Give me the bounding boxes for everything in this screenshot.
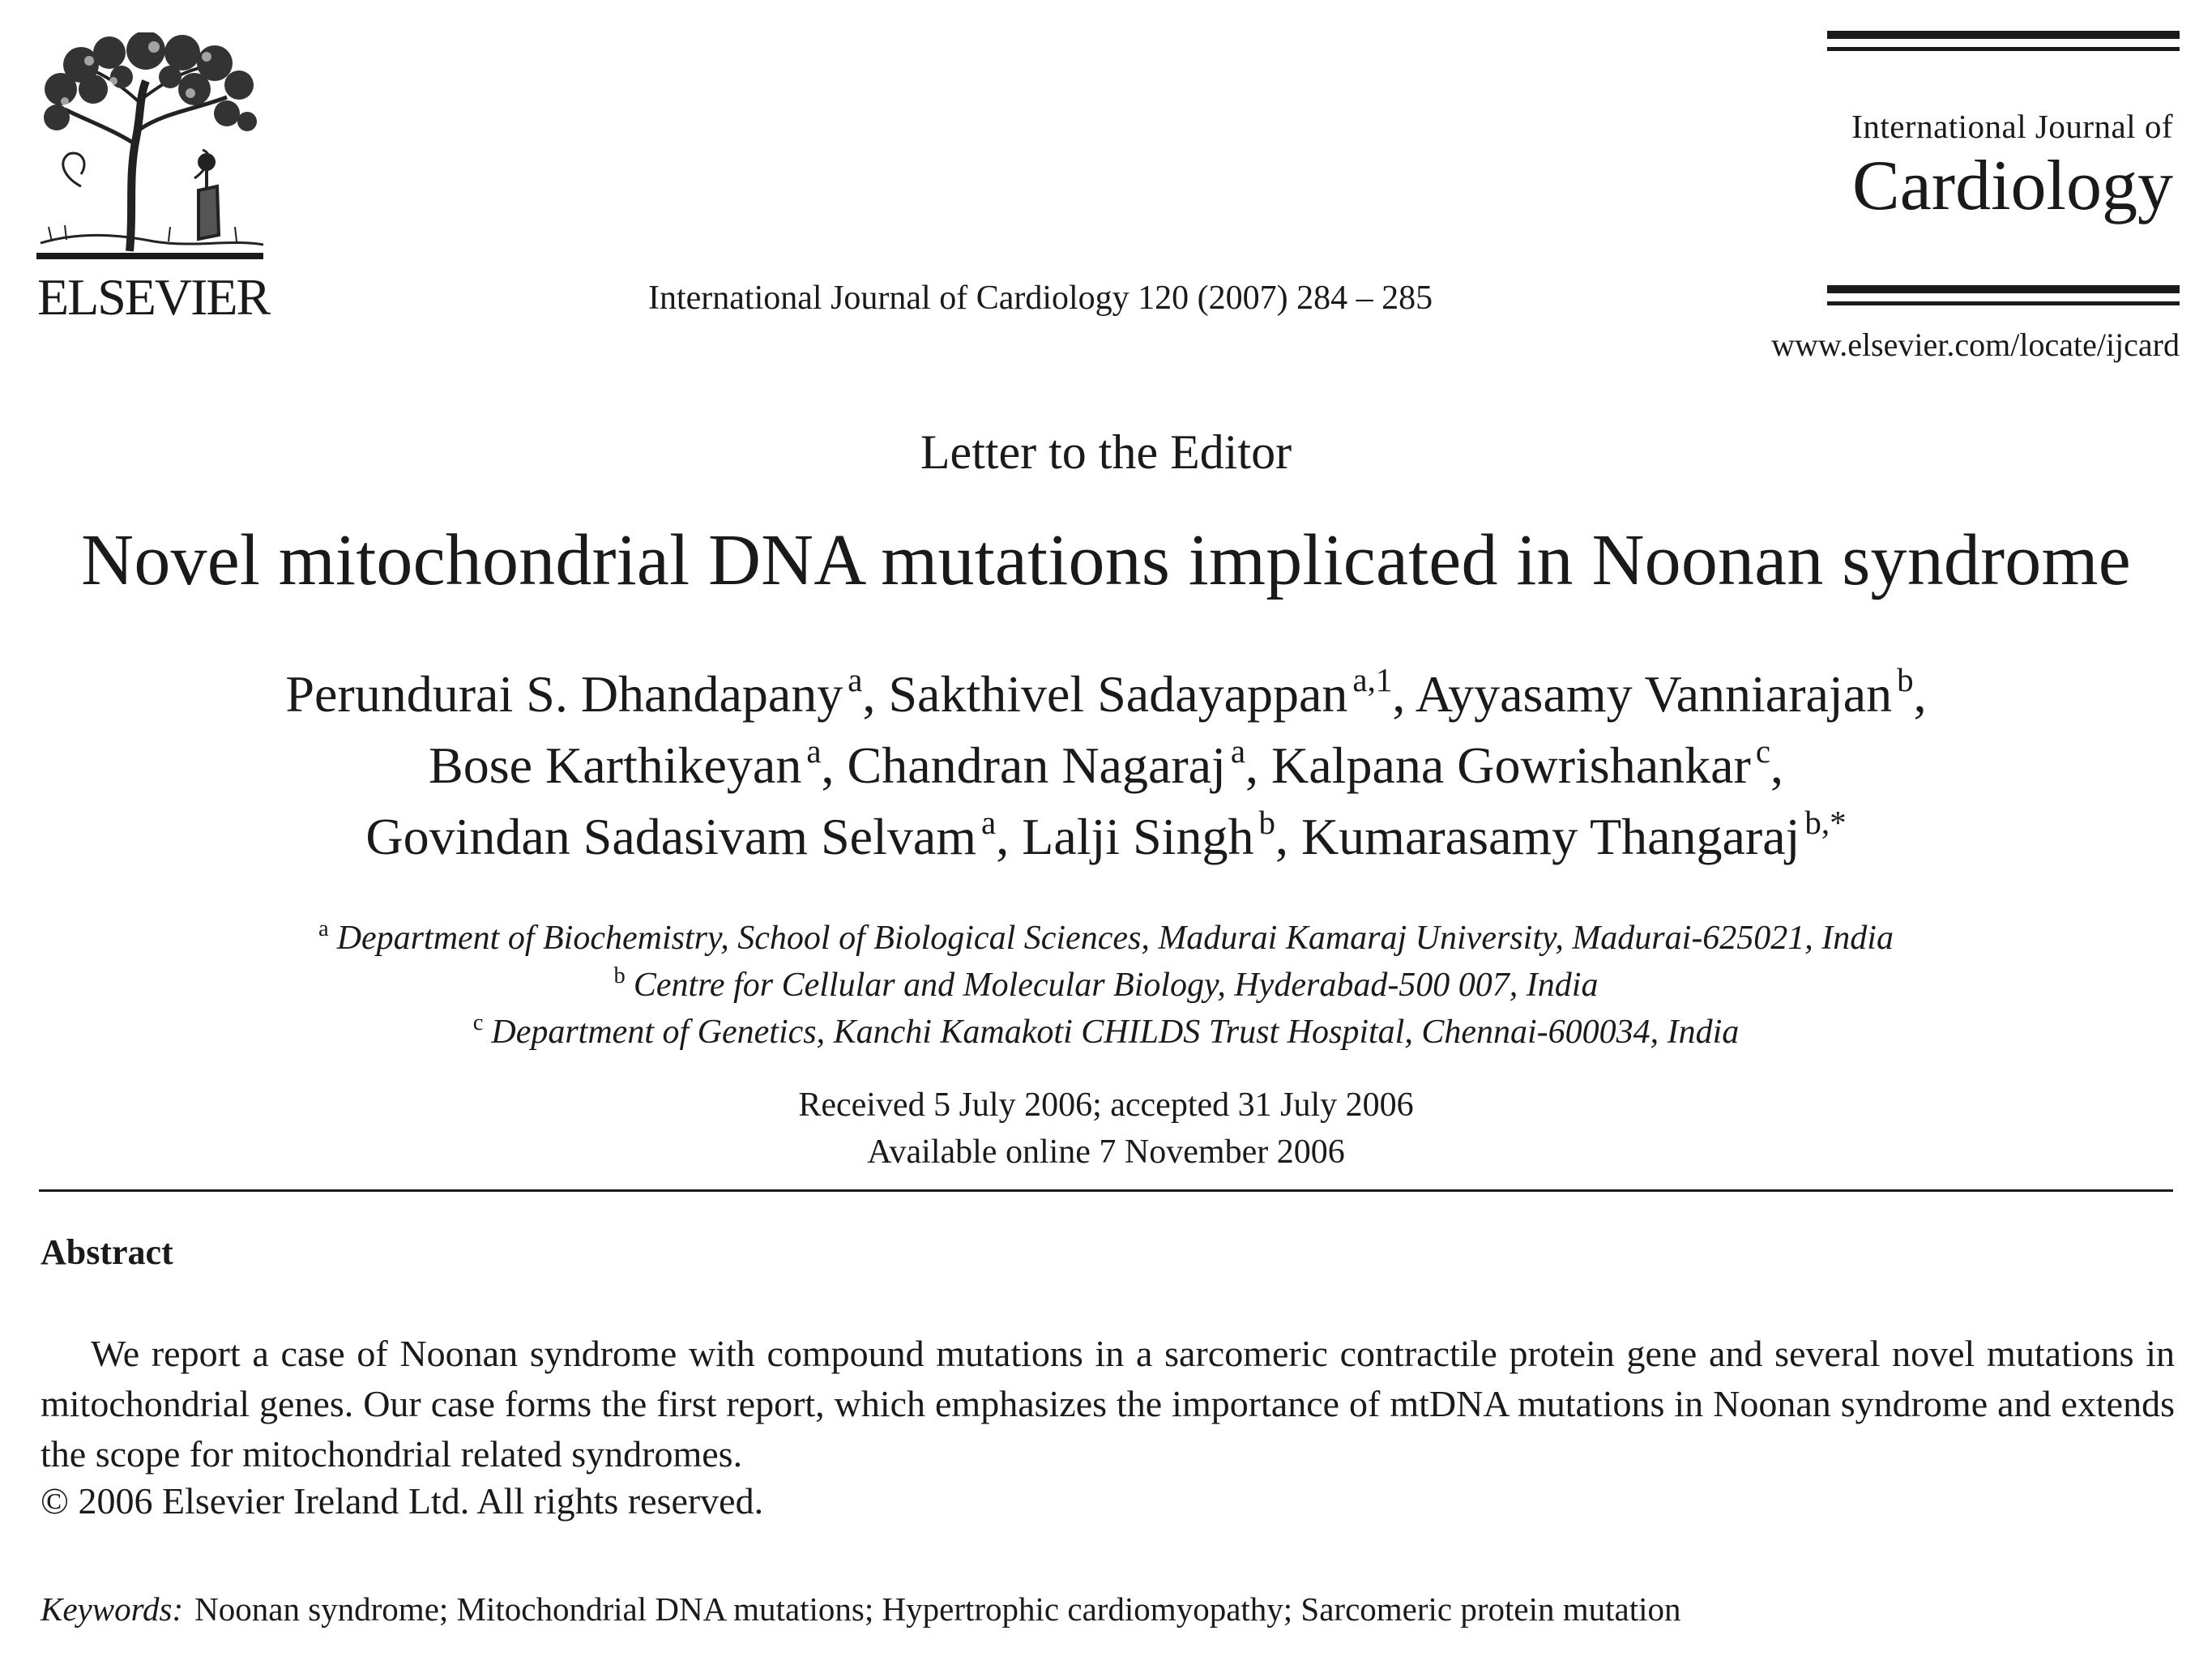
author-separator: , (1245, 736, 1259, 794)
journal-brand-rule-top (1827, 31, 2180, 51)
journal-brand-rule-bottom (1827, 285, 2180, 305)
author-name[interactable]: Bose Karthikeyan (429, 736, 802, 794)
elsevier-tree-logo-icon (32, 32, 267, 267)
authors-line (0, 660, 2212, 724)
online-date: Available online 7 November 2006 (867, 1133, 1345, 1171)
affiliation-key: c (472, 1010, 484, 1036)
affiliation-key: b (613, 963, 626, 989)
author-name[interactable]: Lalji Singh (1022, 808, 1254, 865)
affiliation (0, 916, 2212, 958)
author-affiliation-marker[interactable]: c (1755, 732, 1770, 770)
authors-line (0, 732, 2212, 796)
article-title: Novel mitochondrial DNA mutations implicated in Noonan syndrome (81, 520, 2131, 600)
section-divider (39, 1189, 2173, 1192)
author-affiliation-marker[interactable]: a (981, 803, 997, 841)
author-name[interactable]: Ayyasamy Vanniarajan (1415, 665, 1893, 723)
copyright-notice: © 2006 Elsevier Ireland Ltd. All rights reserved. (41, 1480, 764, 1522)
author-name[interactable]: Kumarasamy Thangaraj (1300, 808, 1800, 865)
author-separator: , (1770, 736, 1783, 794)
author-name[interactable]: Kalpana Gowrishankar (1271, 736, 1751, 794)
author-name[interactable]: Sakthivel Sadayappan (888, 665, 1348, 723)
affiliation-key: a (318, 916, 329, 942)
author-affiliation-marker[interactable]: a (848, 660, 863, 698)
author-affiliation-marker[interactable]: b,* (1804, 803, 1847, 841)
author-affiliation-marker[interactable]: a (1230, 732, 1246, 770)
abstract-body: We report a case of Noonan syndrome with compound mutations in a sarcomeric contractile protein gene and several novel mutations in mitochondrial genes. Our case forms the first report, which emphasizes the importance of mtDNA mutations in Noonan syndrome and extends the scope for mitochondrial related syndromes. (41, 1333, 2175, 1475)
author-affiliation-marker[interactable]: b (1897, 660, 1914, 698)
journal-url-link[interactable]: www.elsevier.com/locate/ijcard (1771, 327, 2180, 363)
author-affiliation-marker[interactable]: b (1258, 803, 1275, 841)
received-accepted-dates: Received 5 July 2006; accepted 31 July 2006 (798, 1086, 1414, 1124)
affiliation-text: Centre for Cellular and Molecular Biology, Hyderabad-500 007, India (633, 967, 1599, 1004)
author-separator: , (996, 808, 1010, 865)
journal-brand (1851, 107, 2173, 225)
keywords-label: Keywords: (41, 1590, 184, 1628)
journal-brand-prefix: International Journal of (1851, 108, 2173, 145)
author-separator: , (1275, 808, 1288, 865)
author-separator: , (1913, 665, 1927, 723)
keywords-text: Noonan syndrome; Mitochondrial DNA mutations; Hypertrophic cardiomyopathy; Sarcomeric protein mutation (194, 1590, 1681, 1628)
abstract-heading: Abstract (41, 1232, 173, 1272)
author-separator: , (1392, 665, 1406, 723)
author-affiliation-marker[interactable]: a (806, 732, 822, 770)
author-affiliation-marker[interactable]: a,1 (1352, 660, 1393, 698)
affiliation-text: Department of Genetics, Kanchi Kamakoti CHILDS Trust Hospital, Chennai-600034, India (491, 1014, 1740, 1051)
author-name[interactable]: Perundurai S. Dhandapany (285, 665, 843, 723)
authors-line (0, 803, 2212, 867)
keywords (41, 1590, 1681, 1628)
author-name[interactable]: Chandran Nagaraj (847, 736, 1226, 794)
journal-citation: International Journal of Cardiology 120 (2007) 284 – 285 (648, 280, 1433, 317)
author-separator: , (821, 736, 835, 794)
affiliation (0, 1010, 2212, 1052)
affiliation-text: Department of Biochemistry, School of Biological Sciences, Madurai Kamaraj University, Madurai-625021, India (336, 920, 1894, 957)
author-separator: , (862, 665, 876, 723)
publisher-name: ELSEVIER (37, 268, 270, 326)
affiliation (0, 963, 2212, 1005)
article-type: Letter to the Editor (920, 425, 1292, 479)
journal-brand-name: Cardiology (1852, 147, 2173, 225)
author-name[interactable]: Govindan Sadasivam Selvam (365, 808, 977, 865)
